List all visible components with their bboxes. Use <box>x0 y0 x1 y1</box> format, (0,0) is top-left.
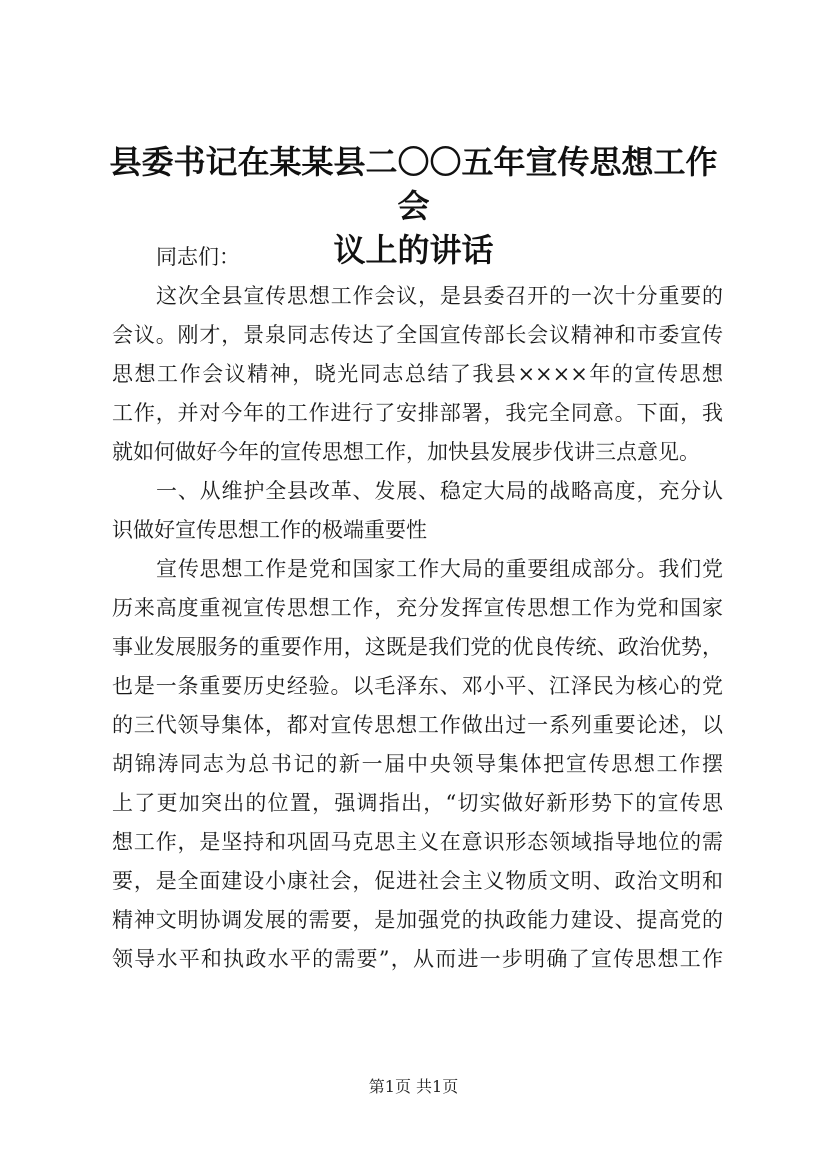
paragraph-line: 事业发展服务的重要作用，这既是我们党的优良传统、政治优势， <box>112 635 723 659</box>
paragraph-line: 精神文明协调发展的需要，是加强党的执政能力建设、提高党的 <box>112 908 723 932</box>
paragraph-line: 宣传思想工作是党和国家工作大局的重要组成部分。我们党 <box>156 557 723 581</box>
document-body <box>112 238 723 979</box>
paragraph-line: 工作，并对今年的工作进行了安排部署，我完全同意。下面，我 <box>112 401 723 425</box>
paragraph-line: 这次全县宣传思想工作会议，是县委召开的一次十分重要的 <box>156 284 723 308</box>
title-line: 议上的讲话 <box>333 231 494 269</box>
page-footer: 第1页 共1页 <box>368 1077 459 1096</box>
paragraph-line: 胡锦涛同志为总书记的新一届中央领导集体把宣传思想工作摆 <box>112 752 723 776</box>
paragraph-line: 想工作，是坚持和巩固马克思主义在意识形态领域指导地位的需 <box>112 830 723 854</box>
paragraph-line: 会议。刚才，景泉同志传达了全国宣传部长会议精神和市委宣传 <box>112 323 723 347</box>
paragraph-line: 上了更加突出的位置，强调指出，“切实做好新形势下的宣传思 <box>112 791 723 815</box>
paragraph-line: 一、从维护全县改革、发展、稳定大局的战略高度，充分认 <box>156 479 723 503</box>
paragraph-line: 的三代领导集体，都对宣传思想工作做出过一系列重要论述，以 <box>112 713 723 737</box>
paragraph-line: 识做好宣传思想工作的极端重要性 <box>112 518 427 542</box>
paragraph-line: 要，是全面建设小康社会，促进社会主义物质文明、政治文明和 <box>112 869 723 893</box>
paragraph-line: 也是一条重要历史经验。以毛泽东、邓小平、江泽民为核心的党 <box>112 674 723 698</box>
paragraph-line: 同志们： <box>156 245 240 269</box>
title-line: 县委书记在某某县二〇〇五年宣传思想工作会 <box>109 143 718 225</box>
paragraph-line: 历来高度重视宣传思想工作，充分发挥宣传思想工作为党和国家 <box>112 596 723 620</box>
paragraph-line: 思想工作会议精神，晓光同志总结了我县××××年的宣传思想 <box>112 362 723 386</box>
paragraph-line: 就如何做好今年的宣传思想工作，加快县发展步伐讲三点意见。 <box>112 440 700 464</box>
paragraph-line: 领导水平和执政水平的需要”，从而进一步明确了宣传思想工作 <box>112 947 723 971</box>
